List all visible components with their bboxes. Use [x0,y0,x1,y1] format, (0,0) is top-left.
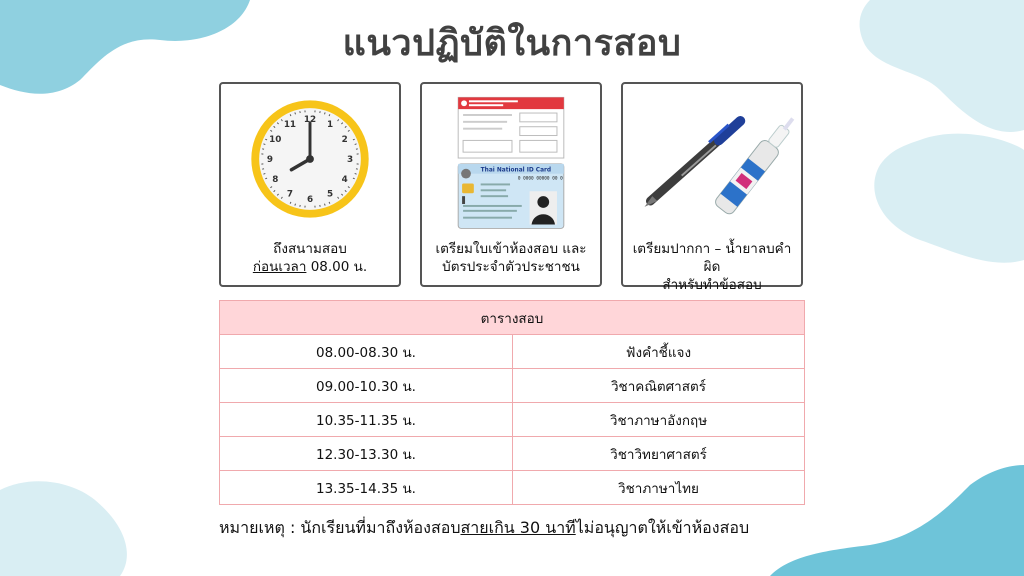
clock-numeral: 6 [306,195,314,206]
card-arrival-line1: ถึงสนามสอบ [273,241,347,257]
schedule-subject: วิชาภาษาไทย [513,471,805,505]
clock-numeral: 12 [303,114,317,125]
id-card-icon [458,164,564,229]
clock-numeral: 5 [326,189,334,200]
admission-slip-icon [458,97,564,158]
table-row [220,403,805,437]
clock-numeral: 11 [283,120,297,131]
card-stationery [621,82,803,293]
card-stationery-caption [627,240,797,294]
schedule-time: 08.00-08.30 น. [220,335,513,369]
clock-numeral: 4 [341,174,348,185]
page-title: แนวปฏิบัติในการสอบ [342,23,682,64]
clock-tick [295,112,296,114]
schedule-subject: วิชาวิทยาศาสตร์ [513,437,805,471]
pen-correction-tape-icon [623,84,801,234]
clock-icon [221,84,399,234]
schedule-time: 09.00-10.30 น. [220,369,513,403]
table-row [220,437,805,471]
schedule-table [219,300,805,505]
schedule-time: 10.35-11.35 น. [220,403,513,437]
card-documents [420,82,602,287]
schedule-header: ตารางสอบ [220,301,805,335]
clock-tick [355,173,357,174]
clock-tick [263,144,265,145]
clock-tick [324,204,325,206]
card-documents-line1: เตรียมใบเข้าห้องสอบ และ [435,241,587,257]
schedule-time: 13.35-14.35 น. [220,471,513,505]
schedule-subject: วิชาภาษาอังกฤษ [513,403,805,437]
card-stationery-line1: เตรียมปากกา – น้ำยาลบคำผิด [632,241,792,275]
clock-tick [263,173,265,174]
clock-tick [295,204,296,206]
schedule-subject: ฟังคำชี้แจง [513,335,805,369]
table-row [220,369,805,403]
card-arrival-caption [225,240,395,276]
decorative-blob-bottom-left [0,470,140,576]
svg-text:Thai National ID Card: Thai National ID Card [480,167,552,174]
clock-numeral: 3 [347,154,354,165]
clock-tick [324,112,325,114]
card-arrival [219,82,401,287]
clock-numeral: 10 [269,134,282,145]
table-row [220,335,805,369]
clock-numeral: 9 [266,154,273,165]
documents-icon [422,84,600,234]
footnote-late-limit: สายเกิน 30 นาที [460,518,576,537]
clock-numeral: 2 [341,134,348,145]
footnote [219,516,749,541]
table-row [220,471,805,505]
clock-tick [355,144,357,145]
clock-numeral: 8 [272,174,279,185]
footnote-suffix: ไม่อนุญาตให้เข้าห้องสอบ [575,518,750,537]
card-documents-caption [426,240,596,276]
footnote-prefix: หมายเหตุ : นักเรียนที่มาถึงห้องสอบ [219,518,461,537]
decorative-blob-bottom-right [770,465,1024,576]
decorative-blob-right [860,130,1024,270]
card-documents-line2: บัตรประจำตัวประชาชน [442,259,580,275]
clock-numeral: 7 [286,189,294,200]
schedule-time: 12.30-13.30 น. [220,437,513,471]
card-stationery-line2: สำหรับทำข้อสอบ [662,277,762,293]
schedule-subject: วิชาคณิตศาสตร์ [513,369,805,403]
card-arrival-time-underlined: ก่อนเวลา [252,259,307,275]
clock-numeral: 1 [326,120,334,131]
card-arrival-time: 08.00 น. [306,259,368,275]
svg-text:0 0000 00000 00 0: 0 0000 00000 00 0 [517,176,563,182]
card-arrival-line2 [225,258,395,276]
